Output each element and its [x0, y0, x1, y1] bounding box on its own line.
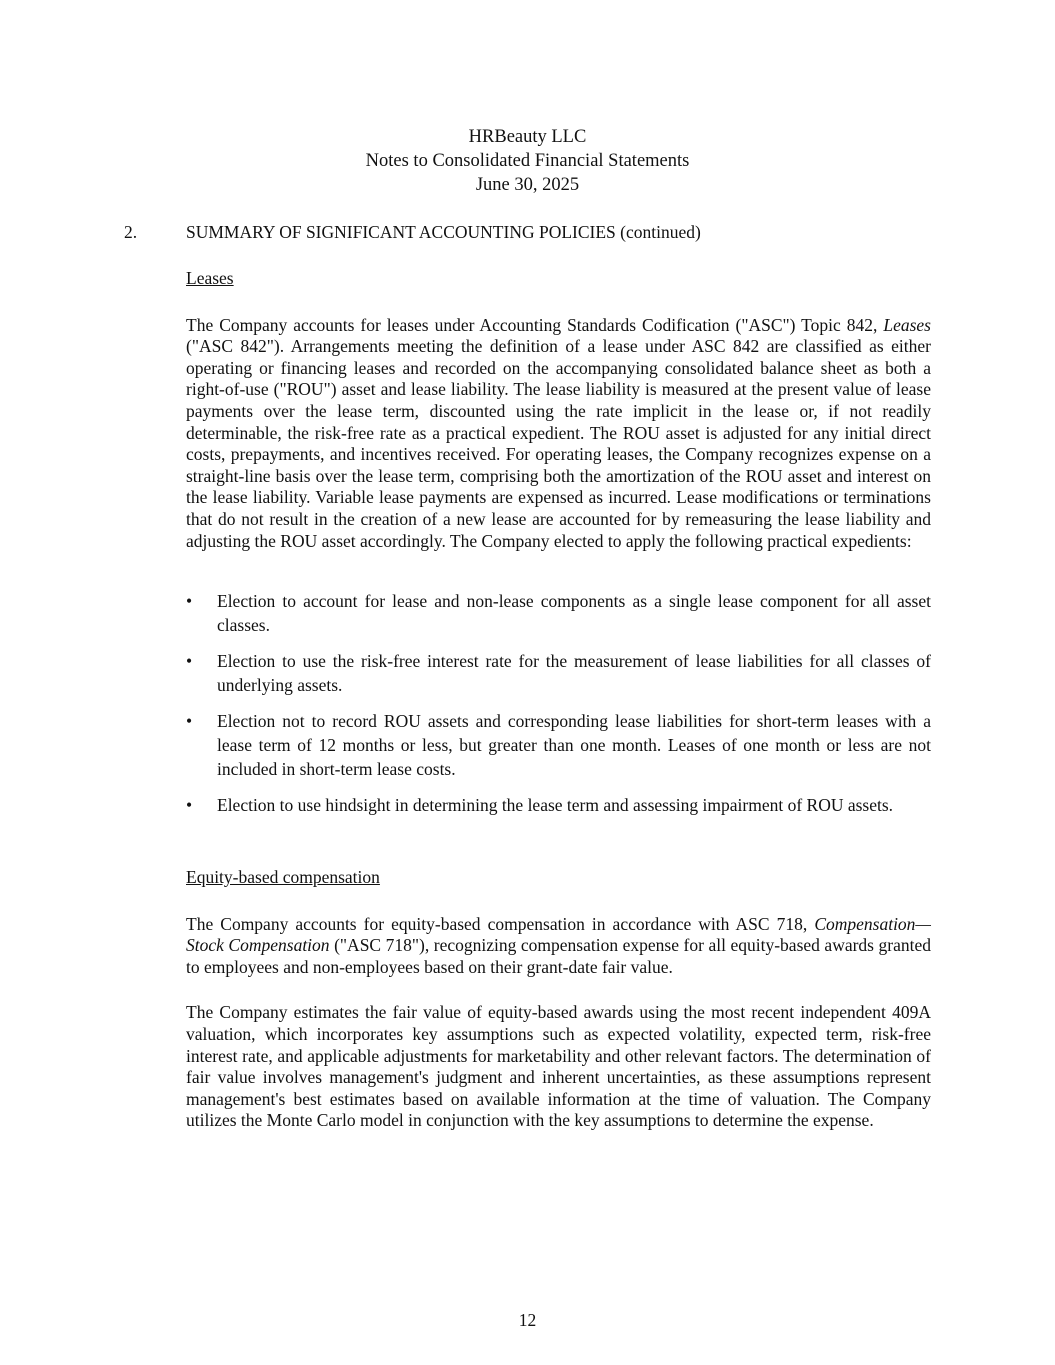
bullet-icon: • — [186, 591, 193, 611]
equity-section — [186, 867, 931, 1132]
leases-paragraph — [186, 315, 931, 553]
equity-para-text-2: ("ASC 718"), recognizing compensation expense for all equity-based awards granted to employees and non-employees based on their grant-date fair value. — [186, 935, 931, 977]
equity-para-italic: Compensation—Stock Compensation — [186, 913, 931, 956]
section-title: SUMMARY OF SIGNIFICANT ACCOUNTING POLICIES (continued) — [186, 222, 701, 242]
list-item-text: Election not to record ROU assets and corresponding lease liabilities for short-term leases with a lease term of 12 months or less, but greater than one month. Leases of one month or less are not included in short-term lease costs. — [217, 711, 931, 779]
leases-para-italic: Leases — [883, 314, 931, 335]
leases-para-text-2: ("ASC 842"). Arrangements meeting the definition of a lease under ASC 842 are classified as either operating or financing leases and recorded on the accompanying consolidated balance sheet as both a right-of-use ("ROU") asset and lease liability. The lease liability is measured at the present value of lease payments over the lease term, discounted using the rate implicit in the lease or, if not readily determinable, the risk-free rate as a practical expedient. The ROU asset is adjusted for any initial direct costs, prepayments, and incentives received. For operating leases, the Company recognizes expense on a straight-line basis over the lease term, comprising both the amortization of the ROU asset and interest on the lease liability. Variable lease payments are expensed as incurred. Lease modifications or terminations that do not result in the creation of a new lease are accounted for by remeasuring the lease liability and adjusting the ROU asset accordingly. The Company elected to apply the following practical expedients: — [186, 336, 931, 551]
bullet-icon: • — [186, 711, 193, 731]
equity-heading: Equity-based compensation — [186, 867, 380, 887]
equity-para-text-1: The Company accounts for equity-based compensation in accordance with ASC 718, — [186, 913, 815, 934]
leases-section — [186, 268, 931, 552]
practical-expedients-list — [186, 589, 931, 829]
list-item-text: Election to use the risk-free interest rate for the measurement of lease liabilities for all classes of underlying assets. — [217, 651, 931, 695]
list-item — [186, 793, 931, 817]
equity-paragraph-2: The Company estimates the fair value of equity-based awards using the most recent independent 409A valuation, which incorporates key assumptions such as expected volatility, expected term, risk-free interest rate, and applicable adjustments for marketability and other relevant factors. The determination of fair value involves management's judgment and inherent uncertainties, as these assumptions represent management's best estimates based on available information at the time of valuation. The Company utilizes the Monte Carlo model in conjunction with the key assumptions to determine the expense. — [186, 1002, 931, 1131]
bullet-icon: • — [186, 651, 193, 671]
document-title: Notes to Consolidated Financial Statements — [365, 151, 690, 171]
list-item-text: Election to account for lease and non-lease components as a single lease component for all asset classes. — [217, 591, 931, 635]
document-header — [0, 125, 1055, 197]
bullet-icon: • — [186, 795, 193, 815]
equity-paragraph-1 — [186, 914, 931, 979]
list-item — [186, 649, 931, 697]
leases-para-text-1: The Company accounts for leases under Accounting Standards Codification ("ASC") Topic 842, — [186, 314, 884, 335]
report-date: June 30, 2025 — [475, 175, 580, 195]
list-item-text: Election to use hindsight in determining the lease term and assessing impairment of ROU assets. — [217, 795, 894, 815]
section-heading — [124, 221, 701, 243]
leases-heading: Leases — [186, 268, 234, 288]
page-number: 12 — [518, 1310, 537, 1330]
list-item — [186, 709, 931, 781]
list-item — [186, 589, 931, 637]
section-number: 2. — [124, 222, 138, 242]
company-name: HRBeauty LLC — [468, 127, 587, 147]
